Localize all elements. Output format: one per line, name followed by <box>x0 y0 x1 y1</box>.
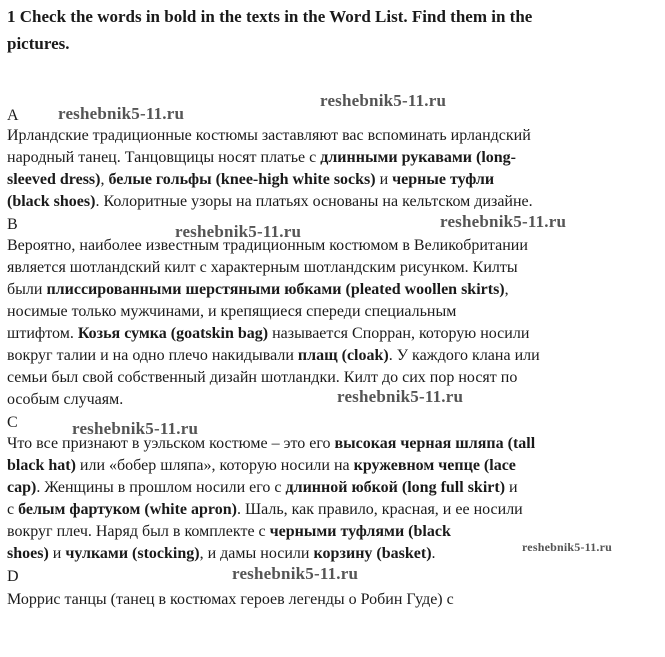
section-d-letter: D <box>7 568 19 585</box>
bold-term: плиссированными шерстяными юбками (pleated woollen skirts) <box>46 281 505 298</box>
section-b-letter: B <box>7 216 18 233</box>
bold-term: кружевном чепце (lace <box>353 457 516 474</box>
watermark: reshebnik5-11.ru <box>522 540 612 554</box>
bold-term: белым фартуком (white apron) <box>18 501 237 518</box>
bold-term: cap) <box>7 479 37 496</box>
text-line: народный танец. Танцовщицы носят платье с длинными рукавами (long- <box>7 149 516 166</box>
watermark: reshebnik5-11.ru <box>320 91 447 110</box>
text-line: носимые только мужчинами, и крепящиеся спереди специальным <box>7 303 457 320</box>
watermark: reshebnik5-11.ru <box>175 222 302 241</box>
watermark: reshebnik5-11.ru <box>440 212 567 231</box>
watermark: reshebnik5-11.ru <box>232 564 359 583</box>
text-line: штифтом. Козья сумка (goatskin bag) называется Спорран, которую носили <box>7 325 530 342</box>
title-line-2: pictures. <box>7 34 70 53</box>
bold-term: черными туфлями (black <box>269 523 451 540</box>
exercise-title <box>7 3 657 57</box>
title-line-1: 1 Check the words in bold in the texts in the Word List. Find them in the <box>7 7 533 26</box>
watermark: reshebnik5-11.ru <box>337 387 464 406</box>
text-line: Что все признают в уэльском костюме – это его высокая черная шляпа (tall <box>7 435 536 452</box>
text-line: black hat) или «бобер шляпа», которую носили на кружевном чепце (lace <box>7 457 516 474</box>
bold-term: белые гольфы (knee-high white socks) <box>108 171 376 188</box>
bold-term: черные туфли <box>392 171 495 188</box>
text-line: (black shoes). Колоритные узоры на платьях основаны на кельтском дизайне. <box>7 193 533 210</box>
bold-term: (black shoes) <box>7 193 96 210</box>
text-line: семьи был свой собственный дизайн шотландки. Килт до сих пор носят по <box>7 369 518 386</box>
text-line: вокруг талии и на одно плечо накидывали плащ (cloak). У каждого клана или <box>7 347 540 364</box>
section-b-text <box>7 235 657 411</box>
text-line: вокруг плеч. Наряд был в комплекте с черными туфлями (black <box>7 523 451 540</box>
section-a-text <box>7 125 657 213</box>
text-line: shoes) и чулками (stocking), и дамы носили корзину (basket). <box>7 545 436 562</box>
bold-term: высокая черная шляпа (tall <box>334 435 536 452</box>
text-line: Моррис танцы (танец в костюмах героев легенды о Робин Гуде) с <box>7 591 454 608</box>
text-line: cap). Женщины в прошлом носили его с длинной юбкой (long full skirt) и <box>7 479 518 496</box>
text-line: с белым фартуком (white apron). Шаль, как правило, красная, и ее носили <box>7 501 523 518</box>
section-a-letter: A <box>7 107 19 124</box>
watermark: reshebnik5-11.ru <box>72 419 199 438</box>
section-d-text <box>7 589 657 611</box>
text-line: были плиссированными шерстяными юбками (pleated woollen skirts), <box>7 281 509 298</box>
bold-term: чулками (stocking) <box>65 545 200 562</box>
bold-term: длинными рукавами (long- <box>320 149 516 166</box>
bold-term: black hat) <box>7 457 76 474</box>
text-line: особым случаям. <box>7 391 124 408</box>
bold-term: shoes) <box>7 545 49 562</box>
bold-term: корзину (basket) <box>313 545 432 562</box>
bold-term: sleeved dress) <box>7 171 101 188</box>
bold-term: плащ (cloak) <box>297 347 389 364</box>
text-line: Вероятно, наиболее известным традиционным костюмом в Великобритании <box>7 237 528 254</box>
text-line: sleeved dress), белые гольфы (knee-high white socks) и черные туфли <box>7 171 495 188</box>
bold-term: Козья сумка (goatskin bag) <box>77 325 269 342</box>
text-line: Ирландские традиционные костюмы заставляют вас вспоминать ирландский <box>7 127 531 144</box>
text-line: является шотландский килт с характерным шотландским рисунком. Килты <box>7 259 518 276</box>
bold-term: длинной юбкой (long full skirt) <box>285 479 506 496</box>
watermark: reshebnik5-11.ru <box>58 104 185 123</box>
section-c-letter: C <box>7 414 18 431</box>
